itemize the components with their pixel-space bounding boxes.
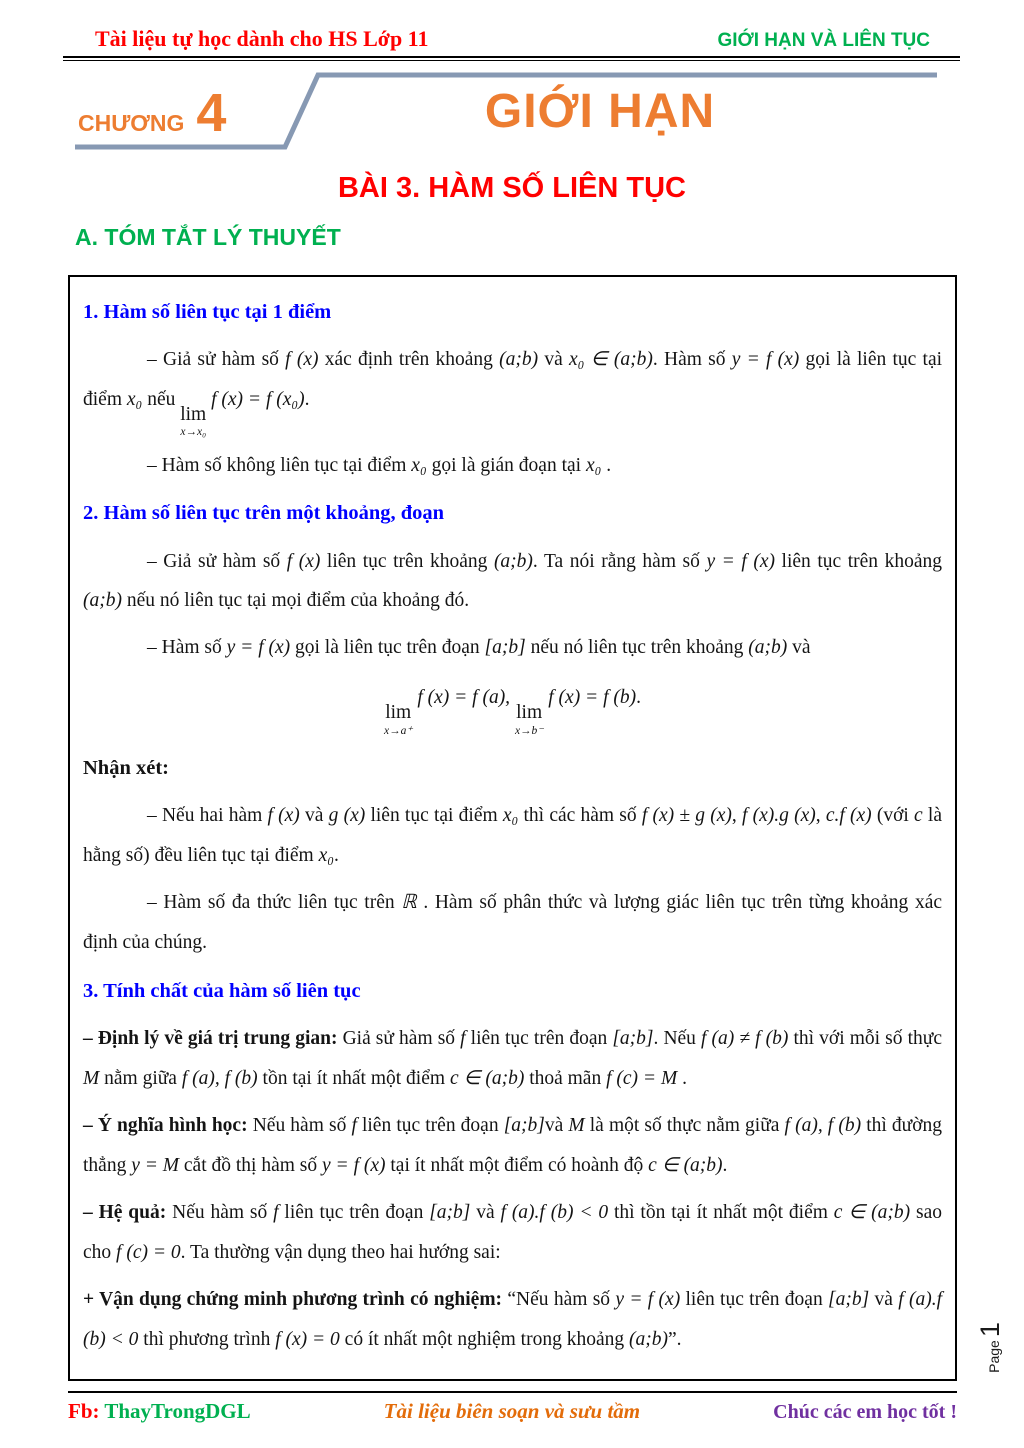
math-expression: f (x) = f (b)	[543, 687, 637, 709]
text-run: . Nếu	[653, 1027, 702, 1049]
text-run: Nếu hàm số	[252, 1114, 352, 1136]
footer-right-text: Chúc các em học tốt !	[773, 1401, 957, 1423]
math-expression: [a;b]	[484, 637, 526, 659]
bold-lead-text: – Định lý về giá trị trung gian:	[83, 1027, 343, 1049]
math-expression: [a;b]	[503, 1114, 545, 1136]
text-run: .	[636, 687, 641, 709]
text-run: thì các hàm số	[518, 804, 642, 826]
text-run: nếu nó liên tục tại mọi điểm của khoảng đó.	[121, 590, 470, 612]
text-run: cắt đồ thị hàm số	[179, 1154, 322, 1176]
text-run: có ít nhất một nghiệm trong khoảng	[339, 1328, 630, 1350]
theory-paragraph	[83, 446, 942, 486]
text-run: tồn tại ít nhất một điểm	[257, 1067, 450, 1089]
text-run: . Hàm số phân thức và lượng giác liên tục trên từng khoảng xác định của chúng.	[83, 891, 943, 953]
text-run: – Nếu hai hàm	[147, 804, 268, 826]
math-expression: (a;b)	[499, 349, 539, 371]
text-run: và	[544, 1114, 569, 1136]
limit-operator: lim x→a⁺	[384, 702, 413, 737]
footer-center-text: Tài liệu biên soạn và sưu tầm	[383, 1399, 641, 1423]
math-expression: f (a), f (b)	[784, 1114, 862, 1136]
text-run: là một số thực nằm giữa	[584, 1114, 785, 1136]
bold-lead-text: – Ý nghĩa hình học:	[83, 1114, 253, 1136]
math-expression: c ∈ (a;b)	[833, 1201, 911, 1223]
text-run: gọi là liên tục tại điểm	[83, 349, 943, 410]
text-run: .	[677, 1067, 687, 1089]
text-run: là hằng số) đều liên tục tại điểm	[83, 804, 942, 866]
math-expression: x₀	[126, 388, 143, 410]
math-expression: y = f (x)	[706, 550, 775, 572]
theory-label: Nhận xét:	[83, 756, 169, 779]
math-expression: f (x) = 0	[275, 1328, 340, 1350]
text-run: và	[470, 1201, 501, 1223]
text-run: thì tồn tại ít nhất một điểm	[608, 1201, 834, 1223]
text-run: – Giả sử hàm số	[147, 550, 287, 572]
math-expression: x₀	[502, 804, 519, 826]
page-number-word: Page	[986, 1340, 1003, 1373]
math-expression: x₀	[585, 454, 602, 476]
theory-paragraph	[83, 542, 942, 622]
text-run: – Hàm số đa thức liên tục trên	[147, 891, 402, 913]
text-run: xác định trên khoảng	[318, 349, 500, 371]
math-expression: c ∈ (a;b)	[449, 1067, 525, 1089]
text-run: “Nếu hàm số	[507, 1288, 616, 1310]
text-run: thì đường thẳng	[83, 1114, 943, 1176]
math-expression: M	[568, 1114, 585, 1136]
math-expression: f	[273, 1201, 279, 1223]
math-expression: c ∈ (a;b)	[648, 1154, 723, 1176]
text-run: gọi là gián đoạn tại	[426, 454, 586, 476]
text-run: liên tục trên đoạn	[680, 1288, 829, 1310]
text-run: . Ta nói rằng hàm số	[532, 550, 707, 572]
math-expression: y = M	[131, 1154, 180, 1176]
chapter-title: GIỚI HẠN	[484, 85, 716, 138]
text-run: Giả sử hàm số	[342, 1027, 461, 1049]
chapter-group	[78, 83, 227, 143]
limit-operator: lim x→x₀	[180, 403, 207, 439]
text-run: – Giả sử hàm số	[147, 349, 286, 371]
text-run: nằm giữa	[99, 1067, 182, 1089]
text-run: liên tục trên khoảng	[775, 550, 942, 572]
math-expression: f (a), f (b)	[181, 1067, 258, 1089]
text-run: tại ít nhất một điểm có hoành độ	[385, 1154, 649, 1176]
text-run: thì phương trình	[138, 1328, 276, 1350]
limit-operator: lim x→b⁻	[514, 702, 544, 737]
math-expression: [a;b]	[612, 1027, 654, 1049]
chapter-label: CHƯƠNG	[78, 110, 185, 136]
text-run: ,	[731, 804, 742, 826]
math-expression: f (a).f (b) < 0	[83, 1288, 942, 1350]
theory-paragraph	[83, 1106, 942, 1186]
text-run: . Ta thường vận dụng theo hai hướng sai:	[180, 1241, 501, 1263]
math-expression: f (x) = f (a),	[412, 687, 515, 709]
math-expression: f	[460, 1027, 466, 1049]
text-run: ”.	[668, 1328, 682, 1350]
text-run: và	[869, 1288, 899, 1310]
text-run: nếu nó liên tục trên khoảng	[525, 637, 749, 659]
math-expression: f (c) = 0	[116, 1241, 181, 1263]
header-left-title: Tài liệu tự học dành cho HS Lớp 11	[95, 26, 429, 51]
text-run: liên tục trên khoảng	[320, 550, 494, 572]
text-run: .	[601, 454, 612, 476]
math-expression: (a;b)	[83, 590, 122, 612]
formula-line	[83, 678, 942, 737]
footer-rule	[68, 1391, 957, 1393]
text-run: .	[722, 1154, 728, 1176]
math-expression: f (a) ≠ f (b)	[701, 1027, 789, 1049]
page-number-value: 1	[975, 1322, 1006, 1338]
theory-box	[68, 275, 957, 1381]
text-run: gọi là liên tục trên đoạn	[290, 637, 485, 659]
math-expression: (a;b)	[629, 1328, 668, 1350]
text-run: nếu	[142, 388, 181, 410]
theory-paragraph	[83, 1019, 942, 1099]
bold-lead-text: + Vận dụng chứng minh phương trình có nghiệm:	[83, 1288, 508, 1310]
theory-section-heading: 3. Tính chất của hàm số liên tục	[83, 979, 361, 1002]
math-expression: (a;b)	[748, 637, 788, 659]
text-run: ,	[815, 804, 826, 826]
math-expression: f (x) = f (x₀)	[206, 388, 305, 410]
text-run: – Hàm số không liên tục tại điểm	[147, 454, 412, 476]
theory-paragraph	[83, 883, 942, 963]
text-run: . Hàm số	[652, 349, 732, 371]
math-expression: ℝ	[401, 891, 417, 913]
section-a-title: A. TÓM TẮT LÝ THUYẾT	[75, 224, 341, 250]
text-run: thì với mỗi số thực	[788, 1027, 942, 1049]
text-run: liên tục tại điểm	[365, 804, 503, 826]
text-run: liên tục trên đoạn	[356, 1114, 504, 1136]
math-expression: x₀ ∈ (a;b)	[568, 349, 653, 371]
math-expression: f (x)	[285, 349, 319, 371]
text-run: và	[787, 637, 811, 659]
math-expression: f (x)	[267, 804, 300, 826]
math-expression: f (x) ± g (x)	[641, 804, 732, 826]
theory-paragraph	[83, 1193, 942, 1273]
math-expression: [a;b]	[429, 1201, 471, 1223]
text-run: và	[299, 804, 329, 826]
text-run: sao cho	[83, 1201, 943, 1263]
math-expression: y = f (x)	[226, 637, 291, 659]
math-expression: f (c) = M	[606, 1067, 678, 1089]
math-expression: c	[914, 804, 923, 826]
math-expression: y = f (x)	[615, 1288, 681, 1310]
theory-paragraph	[83, 340, 942, 439]
math-expression: g (x)	[328, 804, 366, 826]
theory-paragraph	[83, 796, 942, 876]
text-run: thoả mãn	[524, 1067, 607, 1089]
math-expression: y = f (x)	[322, 1154, 386, 1176]
math-expression: f	[351, 1114, 357, 1136]
lesson-title: BÀI 3. HÀM SỐ LIÊN TỤC	[337, 172, 686, 204]
text-run: liên tục trên đoạn	[278, 1201, 430, 1223]
theory-paragraph	[83, 1280, 942, 1360]
math-expression: [a;b]	[828, 1288, 870, 1310]
theory-section-heading: 1. Hàm số liên tục tại 1 điểm	[83, 301, 332, 323]
text-run: .	[334, 844, 339, 866]
footer-facebook	[68, 1399, 251, 1424]
text-run: liên tục trên đoạn	[465, 1027, 613, 1049]
math-expression: (a;b)	[493, 550, 533, 572]
header-right-title: GIỚI HẠN VÀ LIÊN TỤC	[717, 30, 930, 51]
math-expression: f (a).f (b) < 0	[500, 1201, 609, 1223]
math-expression: c.f (x)	[825, 804, 872, 826]
theory-paragraph	[83, 628, 942, 668]
math-expression: f (x).g (x)	[741, 804, 816, 826]
text-run: Nếu hàm số	[172, 1201, 274, 1223]
math-expression: x₀	[411, 454, 427, 476]
footer-fb-label: Fb:	[68, 1399, 100, 1423]
math-expression: f (x)	[286, 550, 321, 572]
math-expression: x₀	[318, 844, 334, 866]
theory-section-heading: 2. Hàm số liên tục trên một khoảng, đoạn	[83, 502, 445, 525]
text-run: (với	[871, 804, 915, 826]
text-run: – Hàm số	[147, 637, 227, 659]
footer	[68, 1399, 957, 1424]
footer-fb-name: ThayTrongDGL	[104, 1399, 251, 1423]
math-expression: M	[83, 1067, 100, 1089]
math-expression: y = f (x)	[731, 349, 800, 371]
chapter-number: 4	[196, 83, 227, 143]
text-run: .	[304, 388, 310, 410]
text-run: và	[538, 349, 569, 371]
bold-lead-text: – Hệ quả:	[83, 1201, 173, 1223]
page-number	[975, 1322, 1006, 1373]
